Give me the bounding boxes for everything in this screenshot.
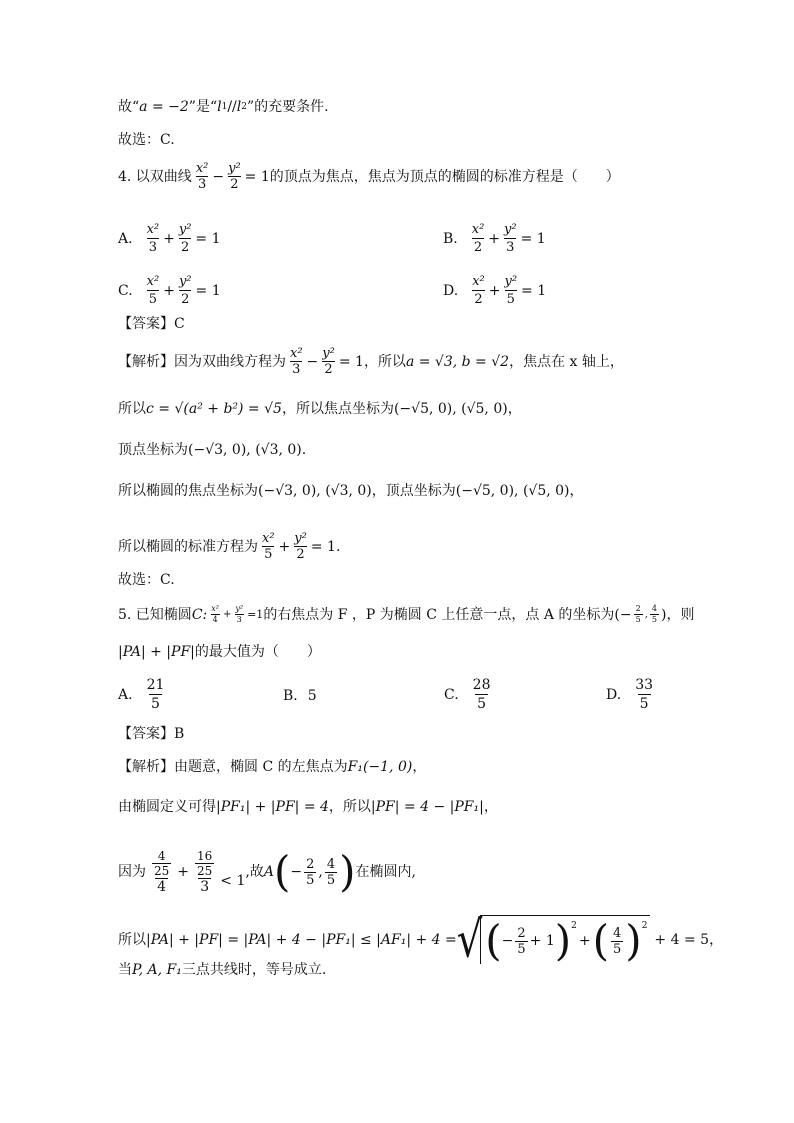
text: ， <box>569 483 584 499</box>
fraction: $\frac{\text{y²}}{2}$ <box>322 346 335 377</box>
math-expression: |PF| = 4 − |PF₁| <box>370 799 484 815</box>
text: 5. 已知椭圆 <box>118 606 192 623</box>
math-expression: a = −2 <box>139 99 189 115</box>
math-expression: |PA| + |PF| <box>118 644 195 660</box>
text: ， <box>483 799 498 815</box>
math-rhs: < 1 <box>220 873 246 889</box>
text: 的右焦点为 F ，P 为椭圆 C 上任意一点，点 A 的坐标为 <box>263 606 615 623</box>
math-var: A <box>263 864 274 880</box>
fraction: $\frac{\text{x²}}{3}$ <box>290 346 303 377</box>
text: 故选：C. <box>118 572 175 588</box>
text: . <box>335 538 341 555</box>
q5-option-c: C. $\frac{28}{5}$ <box>444 677 491 712</box>
text: 【解析】由题意，椭圆 C 的左焦点为 <box>118 759 348 775</box>
text: 4. 以双曲线 <box>118 168 192 185</box>
question-4-explanation-2 <box>118 402 522 416</box>
text: 的最大值为（ ） <box>194 644 321 660</box>
q5-option-b: B. 5 <box>283 688 317 704</box>
compound-fraction: $\frac{\frac{4}{25}}{4}$ <box>154 849 170 895</box>
text: 由椭圆定义可得 <box>118 799 216 815</box>
fraction: $\frac{\text{y²}}{2}$ <box>228 161 241 192</box>
question-4-answer <box>118 317 185 331</box>
math-expression: P, A, F₁ <box>132 962 182 978</box>
math-expression: + 4 = 5 <box>654 931 710 948</box>
question-4-explanation-3 <box>118 443 306 457</box>
text: 所以椭圆的焦点坐标为 <box>118 483 258 499</box>
text: ，所以 <box>363 353 406 370</box>
math-rhs: = 1 <box>244 168 270 185</box>
math-rhs: = 1 <box>338 353 364 370</box>
math-points: (−√3, 0), (√3, 0) <box>258 483 372 499</box>
question-4-choose <box>118 573 175 587</box>
question-5-explanation-2 <box>118 800 498 814</box>
fraction: $\frac{4}{5}$ <box>651 604 657 624</box>
text: ，顶点坐标为 <box>371 483 456 499</box>
text: 故“ <box>118 99 140 115</box>
math-expression: |PF₁| + |PF| = 4 <box>216 799 329 815</box>
text: ，所以 <box>328 799 371 815</box>
text: ”的充要条件. <box>247 99 329 115</box>
question-5-explanation-5 <box>118 963 326 977</box>
question-4-explanation-5: 所以椭圆的标准方程为 $\frac{\text{x²}}{5}$ + $\frac{\text{y²}}{2}$ = 1 . <box>118 531 341 562</box>
text: ,故 <box>245 864 264 880</box>
text: ”是“ <box>188 99 218 115</box>
q5-option-a: A. $\frac{21}{5}$ <box>118 677 165 712</box>
answer-label: 【答案】C <box>118 316 185 332</box>
text: ，所以焦点坐标为 <box>281 401 394 417</box>
math-points: (−√5, 0), (√5, 0) <box>455 483 570 499</box>
math-rhs: = 1 <box>310 538 336 555</box>
question-5-answer <box>118 727 184 741</box>
math-expression: F₁(−1, 0) <box>347 759 413 775</box>
parallel-symbol: // <box>227 99 237 115</box>
q5-option-d: D. $\frac{33}{5}$ <box>606 677 654 712</box>
q4-option-a: A. $\frac{\text{x²}}{3}$ + $\frac{\text{y²}}{2}$ = 1 <box>118 222 221 255</box>
math-points: (−√5, 0), (√5, 0) <box>393 401 508 417</box>
fraction: $\frac{\text{y²}}{3}$ <box>235 604 244 624</box>
math-var: l <box>217 99 222 115</box>
math-expression: c = √(a² + b²) = √5 <box>146 401 282 417</box>
text: 三点共线时，等号成立. <box>181 962 327 978</box>
text: 当 <box>118 962 132 978</box>
text: 所以 <box>118 931 146 948</box>
compound-fraction: $\frac{\frac{16}{25}}{3}$ <box>197 849 213 895</box>
q4-option-d: D. $\frac{\text{x²}}{2}$ + $\frac{\text{y²}}{5}$ = 1 <box>443 274 547 307</box>
text: ，则 <box>666 606 695 623</box>
question-4-explanation-4 <box>118 484 584 498</box>
text: ， <box>412 759 427 775</box>
question-5-stem-2 <box>118 645 321 659</box>
math-points: (−√3, 0), (√3, 0). <box>188 442 307 458</box>
math-expression: a = √3, b = √2 <box>405 353 510 370</box>
fraction: $\frac{2}{5}$ <box>306 856 315 888</box>
text: ， <box>709 931 724 948</box>
text: 在椭圆内, <box>355 864 416 880</box>
text: 顶点坐标为 <box>118 442 188 458</box>
question-5-stem-1: 5. 已知椭圆 C: $\frac{\text{x²}}{4}$ + $\frac{\text{y²}}{3}$ =1 的右焦点为 F ，P 为椭圆 C 上任意一点，点 A 的坐标为 (− $\frac{2}{5}$ , $\frac{4}{5}$ ) ，则 <box>118 604 695 624</box>
question-4-explanation-1: 【解析】因为双曲线方程为 $\frac{\text{x²}}{3}$ − $\frac{\text{y²}}{2}$ = 1 ，所以 a = √3, b = √2 ，焦点在 x 轴上， <box>118 346 624 377</box>
math-sub: 1 <box>221 101 228 112</box>
math-rhs: =1 <box>247 608 264 621</box>
text: 的顶点为焦点，焦点为顶点的椭圆的标准方程是（ ） <box>269 168 620 185</box>
fraction: $\frac{2}{5}$ <box>635 604 641 624</box>
text: 所以 <box>118 401 146 417</box>
question-5-explanation-4 <box>118 910 724 969</box>
text: 所以椭圆的标准方程为 <box>118 538 258 555</box>
question-5-explanation-1 <box>118 760 426 774</box>
math-var: l <box>236 99 242 115</box>
text: 因为 <box>118 864 146 880</box>
fraction: $\frac{\text{x²}}{5}$ <box>262 531 275 562</box>
text: ， <box>507 401 522 417</box>
answer-label: 【答案】B <box>118 726 185 742</box>
fraction: $\frac{\text{x²}}{3}$ <box>195 161 209 192</box>
text: ，焦点在 x 轴上， <box>509 353 624 370</box>
q4-option-c: C. $\frac{\text{x²}}{5}$ + $\frac{\text{y²}}{2}$ = 1 <box>118 274 221 307</box>
text-line-conclusion <box>118 100 329 114</box>
math-var: C: <box>191 606 208 623</box>
fraction: $\frac{\text{y²}}{2}$ <box>294 531 307 562</box>
question-5-explanation-3: 因为 $\frac{\frac{4}{25}}{4}$ + $\frac{\frac{16}{25}}{3}$ < 1 ,故 A ( − $\frac{2}{5}$ , $\frac{4}{5}$ ) 在椭圆内, <box>118 847 416 897</box>
fraction: $\frac{\text{x²}}{4}$ <box>211 604 219 624</box>
math-expression: |PA| + |PF| = |PA| + 4 − |PF₁| ≤ |AF₁| + 4 = <box>146 931 457 948</box>
q4-option-b: B. $\frac{\text{x²}}{2}$ + $\frac{\text{y²}}{3}$ = 1 <box>443 222 546 255</box>
text: 【解析】因为双曲线方程为 <box>118 353 286 370</box>
math-sub: 2 <box>241 101 247 112</box>
text-line-choose <box>118 133 175 147</box>
fraction: $\frac{4}{5}$ <box>326 856 336 888</box>
text: 故选：C. <box>118 132 175 148</box>
question-4-stem: 4. 以双曲线 $\frac{\text{x²}}{3}$ − $\frac{\text{y²}}{2}$ = 1 的顶点为焦点，焦点为顶点的椭圆的标准方程是（ ） <box>118 161 620 192</box>
square-root-expression: √ ( − $\frac{2}{5}$ + 1 ) 2 + ( $\frac{4}{5}$ ) 2 <box>457 915 651 964</box>
